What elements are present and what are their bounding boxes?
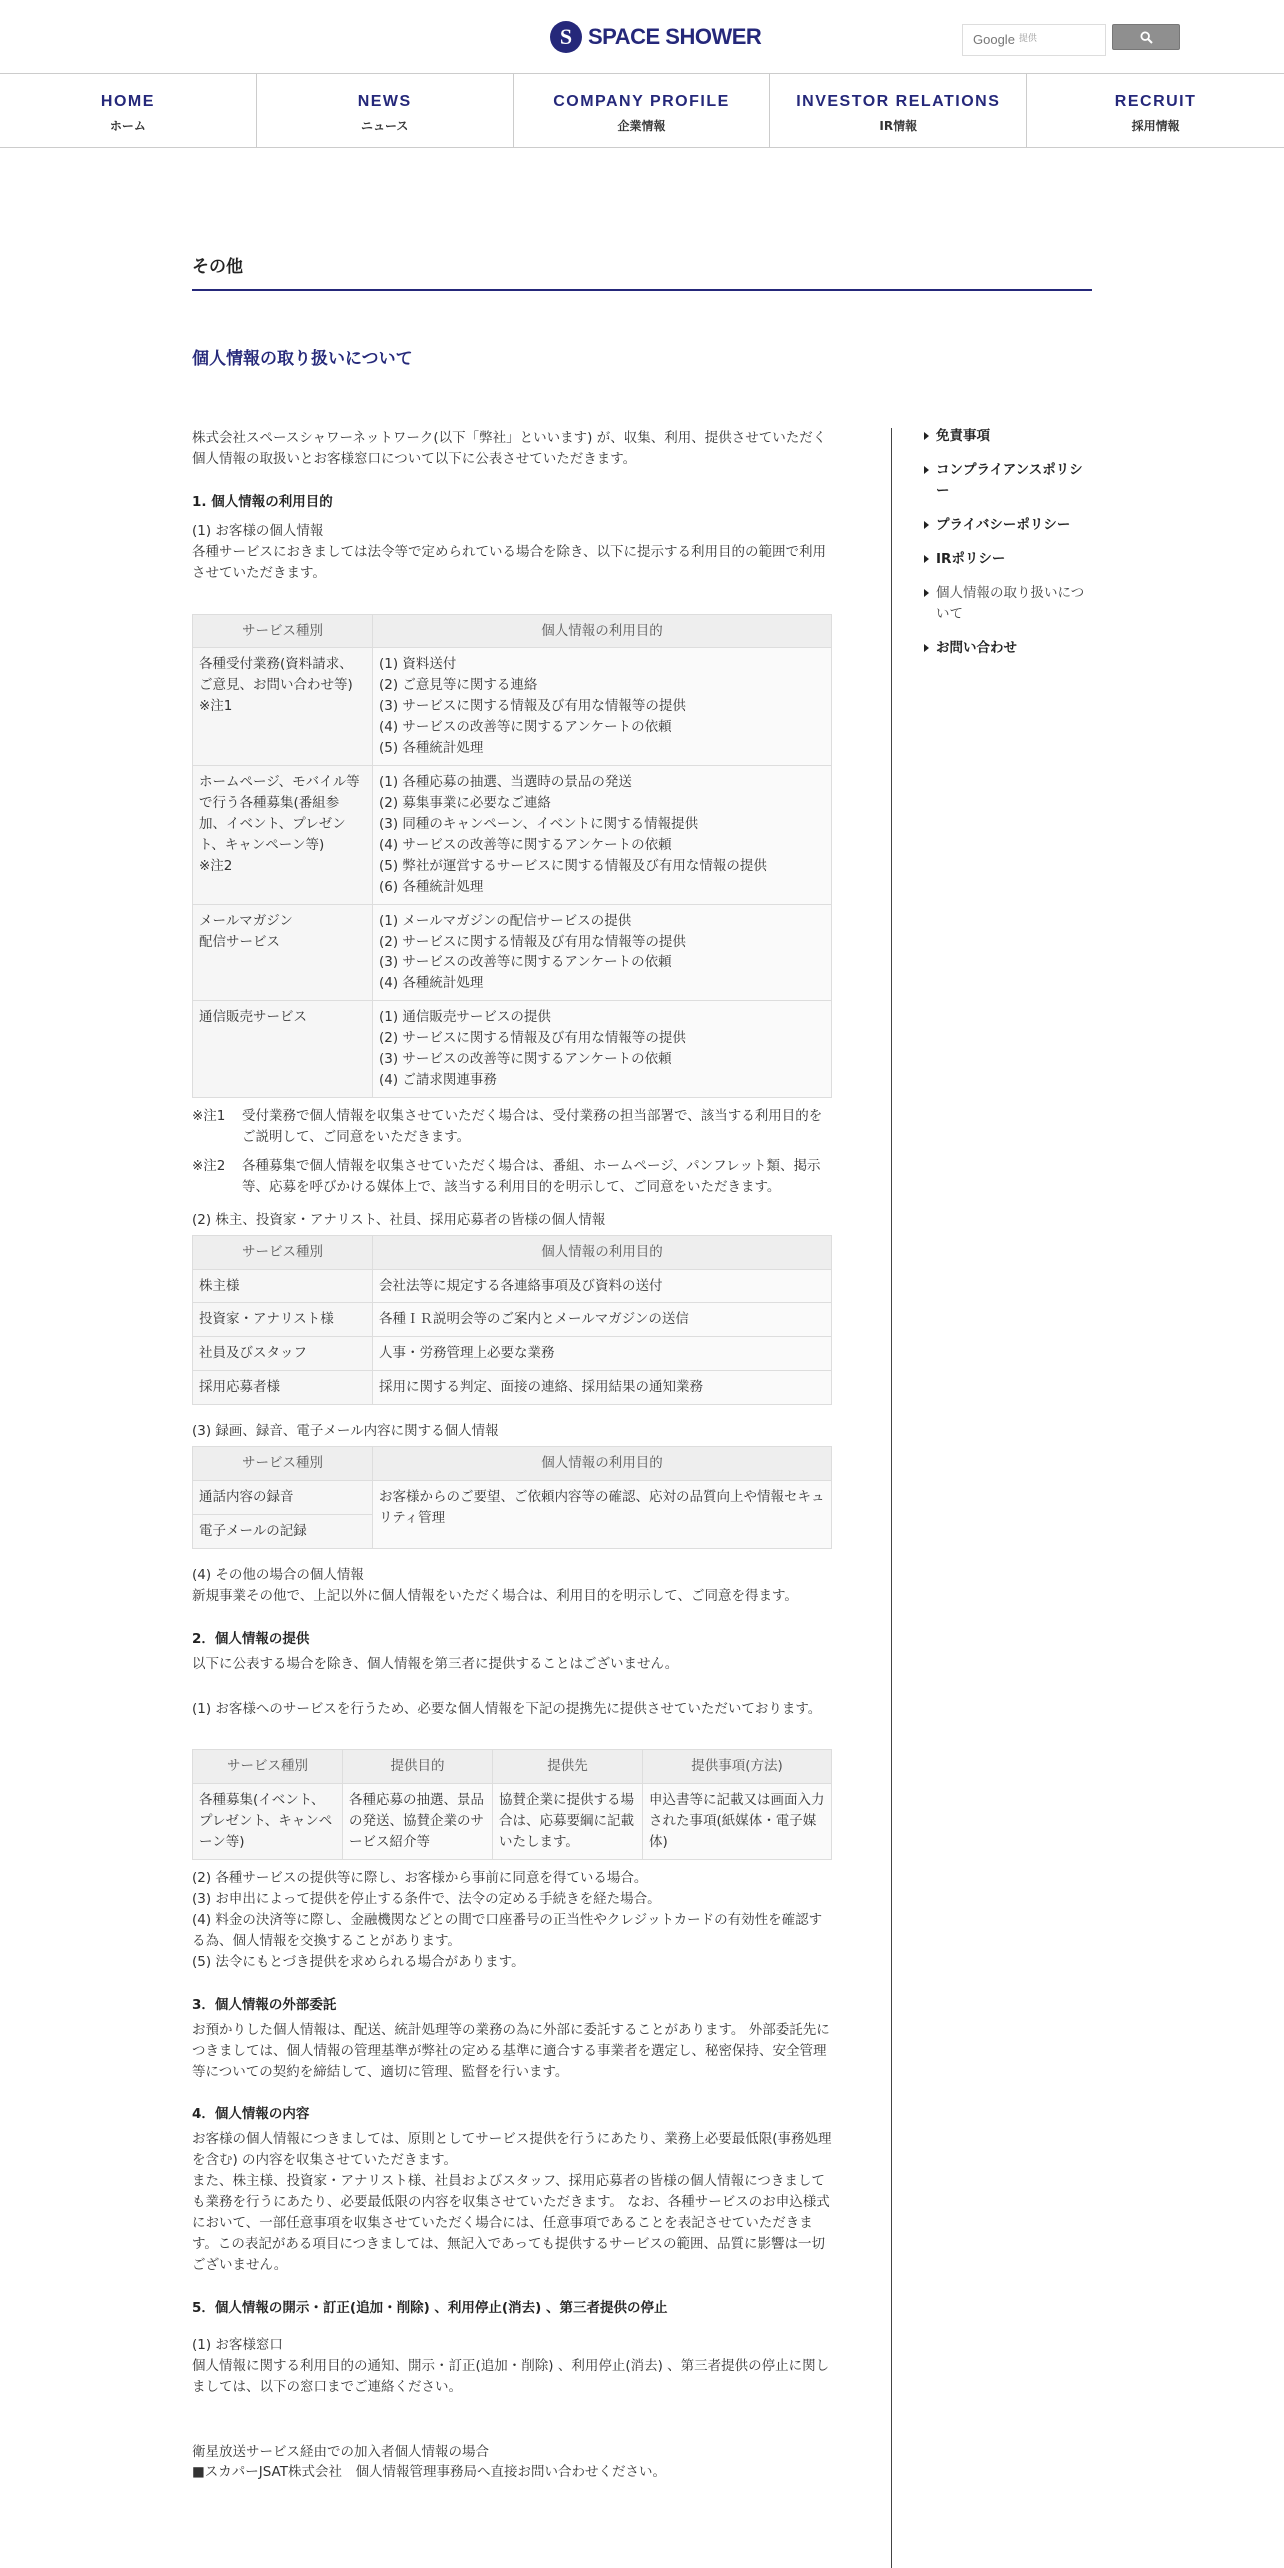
table-header: 個人情報の利用目的 — [373, 1235, 832, 1269]
table-header: 個人情報の利用目的 — [373, 1447, 832, 1481]
purpose-cell — [373, 648, 832, 766]
section-4-title: 4．個人情報の内容 — [192, 2106, 310, 2123]
section-2-text: 以下に公表する場合を除き、個人情報を第三者に提供することはございません。 — [192, 1655, 679, 1672]
note-2 — [192, 1156, 832, 1198]
nav-item-home[interactable] — [0, 74, 257, 148]
nav-label-en: RECRUIT — [1114, 93, 1197, 110]
section-1-sub3-title: (3) 録画、録音、電子メール内容に関する個人情報 — [192, 1423, 499, 1440]
nav-label-ja: IR情報 — [879, 118, 918, 133]
cell-line: (4) サービスの改善等に関するアンケートの依頼 — [379, 836, 672, 853]
cell-line: ホームページ、モバイル等で行う各種募集(番組参加、イベント、プレゼント、キャンペーン等) — [199, 774, 360, 853]
section-1-sub1-title: (1) お客様の個人情報 — [192, 522, 324, 539]
table-row — [193, 1269, 832, 1303]
service-cell: 通話内容の録音 — [193, 1481, 373, 1515]
cell-line: (3) サービスの改善等に関するアンケートの依頼 — [379, 954, 672, 971]
table-cell: 各種応募の抽選、景品の発送、協賛企業のサービス紹介等 — [343, 1784, 493, 1860]
section-1-sub2-title: (2) 株主、投資家・アナリスト、社員、採用応募者の皆様の個人情報 — [192, 1211, 606, 1228]
cell-line: (3) サービスの改善等に関するアンケートの依頼 — [379, 1051, 672, 1068]
sidebar-divider — [891, 428, 892, 2568]
table-row — [193, 1784, 832, 1860]
section-2-sub1: (1) お客様へのサービスを行うため、必要な個人情報を下記の提携先に提供させていただいております。 — [192, 1700, 822, 1717]
purpose-cell — [373, 904, 832, 1001]
nav-label-en: INVESTOR RELATIONS — [796, 93, 1001, 110]
cell-line: (1) メールマガジンの配信サービスの提供 — [379, 912, 632, 929]
cell-line: (4) 各種統計処理 — [379, 975, 484, 992]
list-item: (2) 各種サービスの提供等に際し、お客様から事前に同意を得ている場合。 — [192, 1870, 648, 1887]
purpose-table-customers — [192, 614, 832, 1098]
cell-line: ※注1 — [199, 698, 233, 715]
cell-line: (2) ご意見等に関する連絡 — [379, 677, 538, 694]
provision-table — [192, 1749, 832, 1860]
section-5-sub1: (1) お客様窓口 — [192, 2336, 283, 2353]
note-text: 各種募集で個人情報を収集させていただく場合は、番組、ホームページ、パンフレット類、掲示等、応募を呼びかける媒体上で、該当する利用目的を明示して、ご同意をいただきます。 — [242, 1157, 821, 1195]
search-provided-label: 提供 — [1018, 34, 1037, 45]
service-cell: 株主様 — [193, 1269, 373, 1303]
cell-line: (1) 通信販売サービスの提供 — [379, 1009, 551, 1026]
sidebar-item-personal-info[interactable]: 個人情報の取り扱いについて — [922, 583, 1092, 624]
cell-line: 通信販売サービス — [199, 1009, 307, 1026]
cell-line: (5) 各種統計処理 — [379, 740, 484, 757]
nav-label-ja: 採用情報 — [1131, 118, 1180, 133]
nav-label-en: COMPANY PROFILE — [553, 93, 730, 110]
cell-line: 各種受付業務(資料請求、ご意見、お問い合わせ等) — [199, 656, 353, 694]
table-row — [193, 1337, 832, 1371]
table-cell: 協賛企業に提供する場合は、応募要綱に記載いたします。 — [493, 1784, 643, 1860]
logo-text: SPACE SHOWER — [588, 24, 762, 49]
table-row — [193, 904, 832, 1001]
section-4-text-2: また、株主様、投資家・アナリスト様、社員およびスタッフ、採用応募者の皆様の個人情報につきましても業務を行うにあたり、必要最低限の内容を収集させていただきます。 なお、各種サービスのお申込様式において、一部任意事項を収集させていただく場合には、任意事項であることを表記させていただきます。この表記がある項目につきましては、無記入であっても提供するサービスの範囲、品質に影響は一切ございません。 — [192, 2173, 830, 2273]
list-item: (5) 法令にもとづき提供を求められる場合があります。 — [192, 1953, 525, 1970]
sidebar-item-privacy-policy[interactable]: プライバシーポリシー — [922, 515, 1092, 535]
cell-line: (1) 資料送付 — [379, 656, 457, 673]
service-cell: 採用応募者様 — [193, 1371, 373, 1405]
table-header: 提供目的 — [343, 1750, 493, 1784]
page-title: 個人情報の取り扱いについて — [192, 349, 413, 369]
purpose-cell: 人事・労務管理上必要な業務 — [373, 1337, 832, 1371]
table-row — [193, 1481, 832, 1515]
note-key: ※注2 — [192, 1157, 226, 1174]
search-google-label: Google — [973, 31, 1015, 47]
search-icon — [1140, 31, 1153, 44]
service-cell: 社員及びスタッフ — [193, 1337, 373, 1371]
service-cell: 電子メールの記録 — [193, 1514, 373, 1548]
sidebar — [922, 426, 1092, 672]
nav-label-en: NEWS — [357, 93, 412, 110]
table-header: 提供先 — [493, 1750, 643, 1784]
section-5-text-3: ■スカパーJSAT株式会社 個人情報管理事務局へ直接お問い合わせください。 — [192, 2464, 666, 2481]
service-cell: 投資家・アナリスト様 — [193, 1303, 373, 1337]
cell-line: (3) サービスに関する情報及び有用な情報等の提供 — [379, 698, 686, 715]
cell-line: (2) サービスに関する情報及び有用な情報等の提供 — [379, 1030, 686, 1047]
sidebar-item-contact[interactable]: お問い合わせ — [922, 638, 1092, 658]
cell-line: (6) 各種統計処理 — [379, 878, 484, 895]
nav-label-ja: ニュース — [360, 118, 409, 133]
logo-mark: S — [550, 21, 582, 53]
sidebar-item-ir-policy[interactable]: IRポリシー — [922, 549, 1092, 569]
section-1-sub4-text: 新規事業その他で、上記以外に個人情報をいただく場合は、利用目的を明示して、ご同意を得ます。 — [192, 1587, 798, 1604]
cell-line: (5) 弊社が運営するサービスに関する情報及び有用な情報の提供 — [379, 857, 767, 874]
section-2-items — [192, 1868, 832, 1973]
section-2-title: 2．個人情報の提供 — [192, 1630, 310, 1647]
sidebar-item-compliance-policy[interactable]: コンプライアンスポリシー — [922, 460, 1092, 501]
section-1-sub1-text: 各種サービスにおきましては法令等で定められている場合を除き、以下に提示する利用目的の範囲で利用させていただきます。 — [192, 543, 826, 581]
purpose-cell: 会社法等に規定する各連絡事項及び資料の送付 — [373, 1269, 832, 1303]
table-header: サービス種別 — [193, 1235, 373, 1269]
service-cell — [193, 904, 373, 1001]
category-title: その他 — [192, 257, 243, 277]
section-3-text: お預かりした個人情報は、配送、統計処理等の業務の為に外部に委託することがあります。 外部委託先につきましては、個人情報の管理基準が弊社の定める基準に適合する事業者を選定し、秘密保持、安全管理等についての契約を締結して、適切に管理、監督を行います。 — [192, 2021, 830, 2080]
service-cell — [193, 766, 373, 905]
table-cell: 申込書等に記載又は画面入力された事項(紙媒体・電子媒体) — [643, 1784, 832, 1860]
main-content — [192, 428, 832, 2483]
section-5-text: 個人情報に関する利用目的の通知、開示・訂正(追加・削除) 、利用停止(消去) 、第三者提供の停止に関しましては、以下の窓口までご連絡ください。 — [192, 2357, 830, 2395]
search-button[interactable] — [1112, 24, 1180, 50]
global-nav — [0, 74, 1284, 148]
cell-line: メールマガジン — [199, 912, 293, 929]
section-4-text-1: お客様の個人情報につきましては、原則としてサービス提供を行うにあたり、業務上必要最低限(事務処理を含む) の内容を収集させていただきます。 — [192, 2131, 832, 2169]
section-1-sub4-title: (4) その他の場合の個人情報 — [192, 1566, 364, 1583]
cell-line: (4) ご請求関連事務 — [379, 1072, 497, 1089]
sidebar-item-disclaimer[interactable]: 免責事項 — [922, 426, 1092, 446]
note-key: ※注1 — [192, 1107, 226, 1124]
table-header: 個人情報の利用目的 — [373, 614, 832, 648]
cell-line: (2) 募集事業に必要なご連絡 — [379, 794, 551, 811]
nav-item-investor-relations[interactable] — [770, 74, 1027, 148]
table-header: サービス種別 — [193, 1750, 343, 1784]
cell-line: (3) 同種のキャンペーン、イベントに関する情報提供 — [379, 815, 699, 832]
nav-item-recruit[interactable] — [1027, 74, 1284, 148]
cell-line: 配信サービス — [199, 933, 280, 950]
cell-line: (1) 各種応募の抽選、当選時の景品の発送 — [379, 774, 632, 791]
purpose-cell — [373, 1001, 832, 1098]
nav-label-ja: ホーム — [109, 118, 146, 133]
cell-line: ※注2 — [199, 857, 233, 874]
note-text: 受付業務で個人情報を収集させていただく場合は、受付業務の担当部署で、該当する利用目的をご説明して、ご同意をいただきます。 — [242, 1107, 823, 1145]
table-header: 提供事項(方法) — [643, 1750, 832, 1784]
purpose-table-recordings — [192, 1446, 832, 1549]
nav-item-company-profile[interactable] — [514, 74, 771, 148]
site-header — [0, 0, 1284, 74]
table-row — [193, 1371, 832, 1405]
table-header: サービス種別 — [193, 614, 373, 648]
intro-text: 株式会社スペースシャワーネットワーク(以下「弊社」といいます) が、収集、利用、提供させていただく個人情報の取扱いとお客様窓口について以下に公表させていただきます。 — [192, 430, 827, 467]
service-cell — [193, 648, 373, 766]
table-header: サービス種別 — [193, 1447, 373, 1481]
section-5-title: 5．個人情報の開示・訂正(追加・削除) 、利用停止(消去) 、第三者提供の停止 — [192, 2299, 668, 2316]
table-row — [193, 766, 832, 905]
nav-label-en: HOME — [100, 93, 155, 110]
note-1 — [192, 1106, 832, 1148]
purpose-cell — [373, 766, 832, 905]
search-input[interactable] — [962, 24, 1106, 56]
table-cell: 各種募集(イベント、プレゼント、キャンペーン等) — [193, 1784, 343, 1860]
category-divider — [192, 289, 1092, 291]
purpose-cell: お客様からのご要望、ご依頼内容等の確認、応対の品質向上や情報セキュリティ管理 — [373, 1481, 832, 1549]
list-item: (3) お申出によって提供を停止する条件で、法令の定める手続きを経た場合。 — [192, 1891, 661, 1908]
section-1-title: 1. 個人情報の利用目的 — [192, 493, 333, 510]
table-row — [193, 1001, 832, 1098]
table-row — [193, 648, 832, 766]
list-item: (4) 料金の決済等に際し、金融機関などとの間で口座番号の正当性やクレジットカードの有効性を確認する為、個人情報を交換することがあります。 — [192, 1912, 823, 1949]
nav-item-news[interactable] — [257, 74, 514, 148]
cell-line: (2) サービスに関する情報及び有用な情報等の提供 — [379, 933, 686, 950]
logo[interactable] — [550, 20, 761, 54]
table-row — [193, 1303, 832, 1337]
nav-label-ja: 企業情報 — [617, 118, 666, 133]
cell-line: (4) サービスの改善等に関するアンケートの依頼 — [379, 719, 672, 736]
purpose-cell: 各種ＩＲ説明会等のご案内とメールマガジンの送信 — [373, 1303, 832, 1337]
section-3-title: 3．個人情報の外部委託 — [192, 1996, 337, 2013]
purpose-cell: 採用に関する判定、面接の連絡、採用結果の通知業務 — [373, 1371, 832, 1405]
service-cell — [193, 1001, 373, 1098]
purpose-table-stakeholders — [192, 1235, 832, 1406]
section-5-text-2: 衛星放送サービス経由での加入者個人情報の場合 — [192, 2443, 489, 2460]
